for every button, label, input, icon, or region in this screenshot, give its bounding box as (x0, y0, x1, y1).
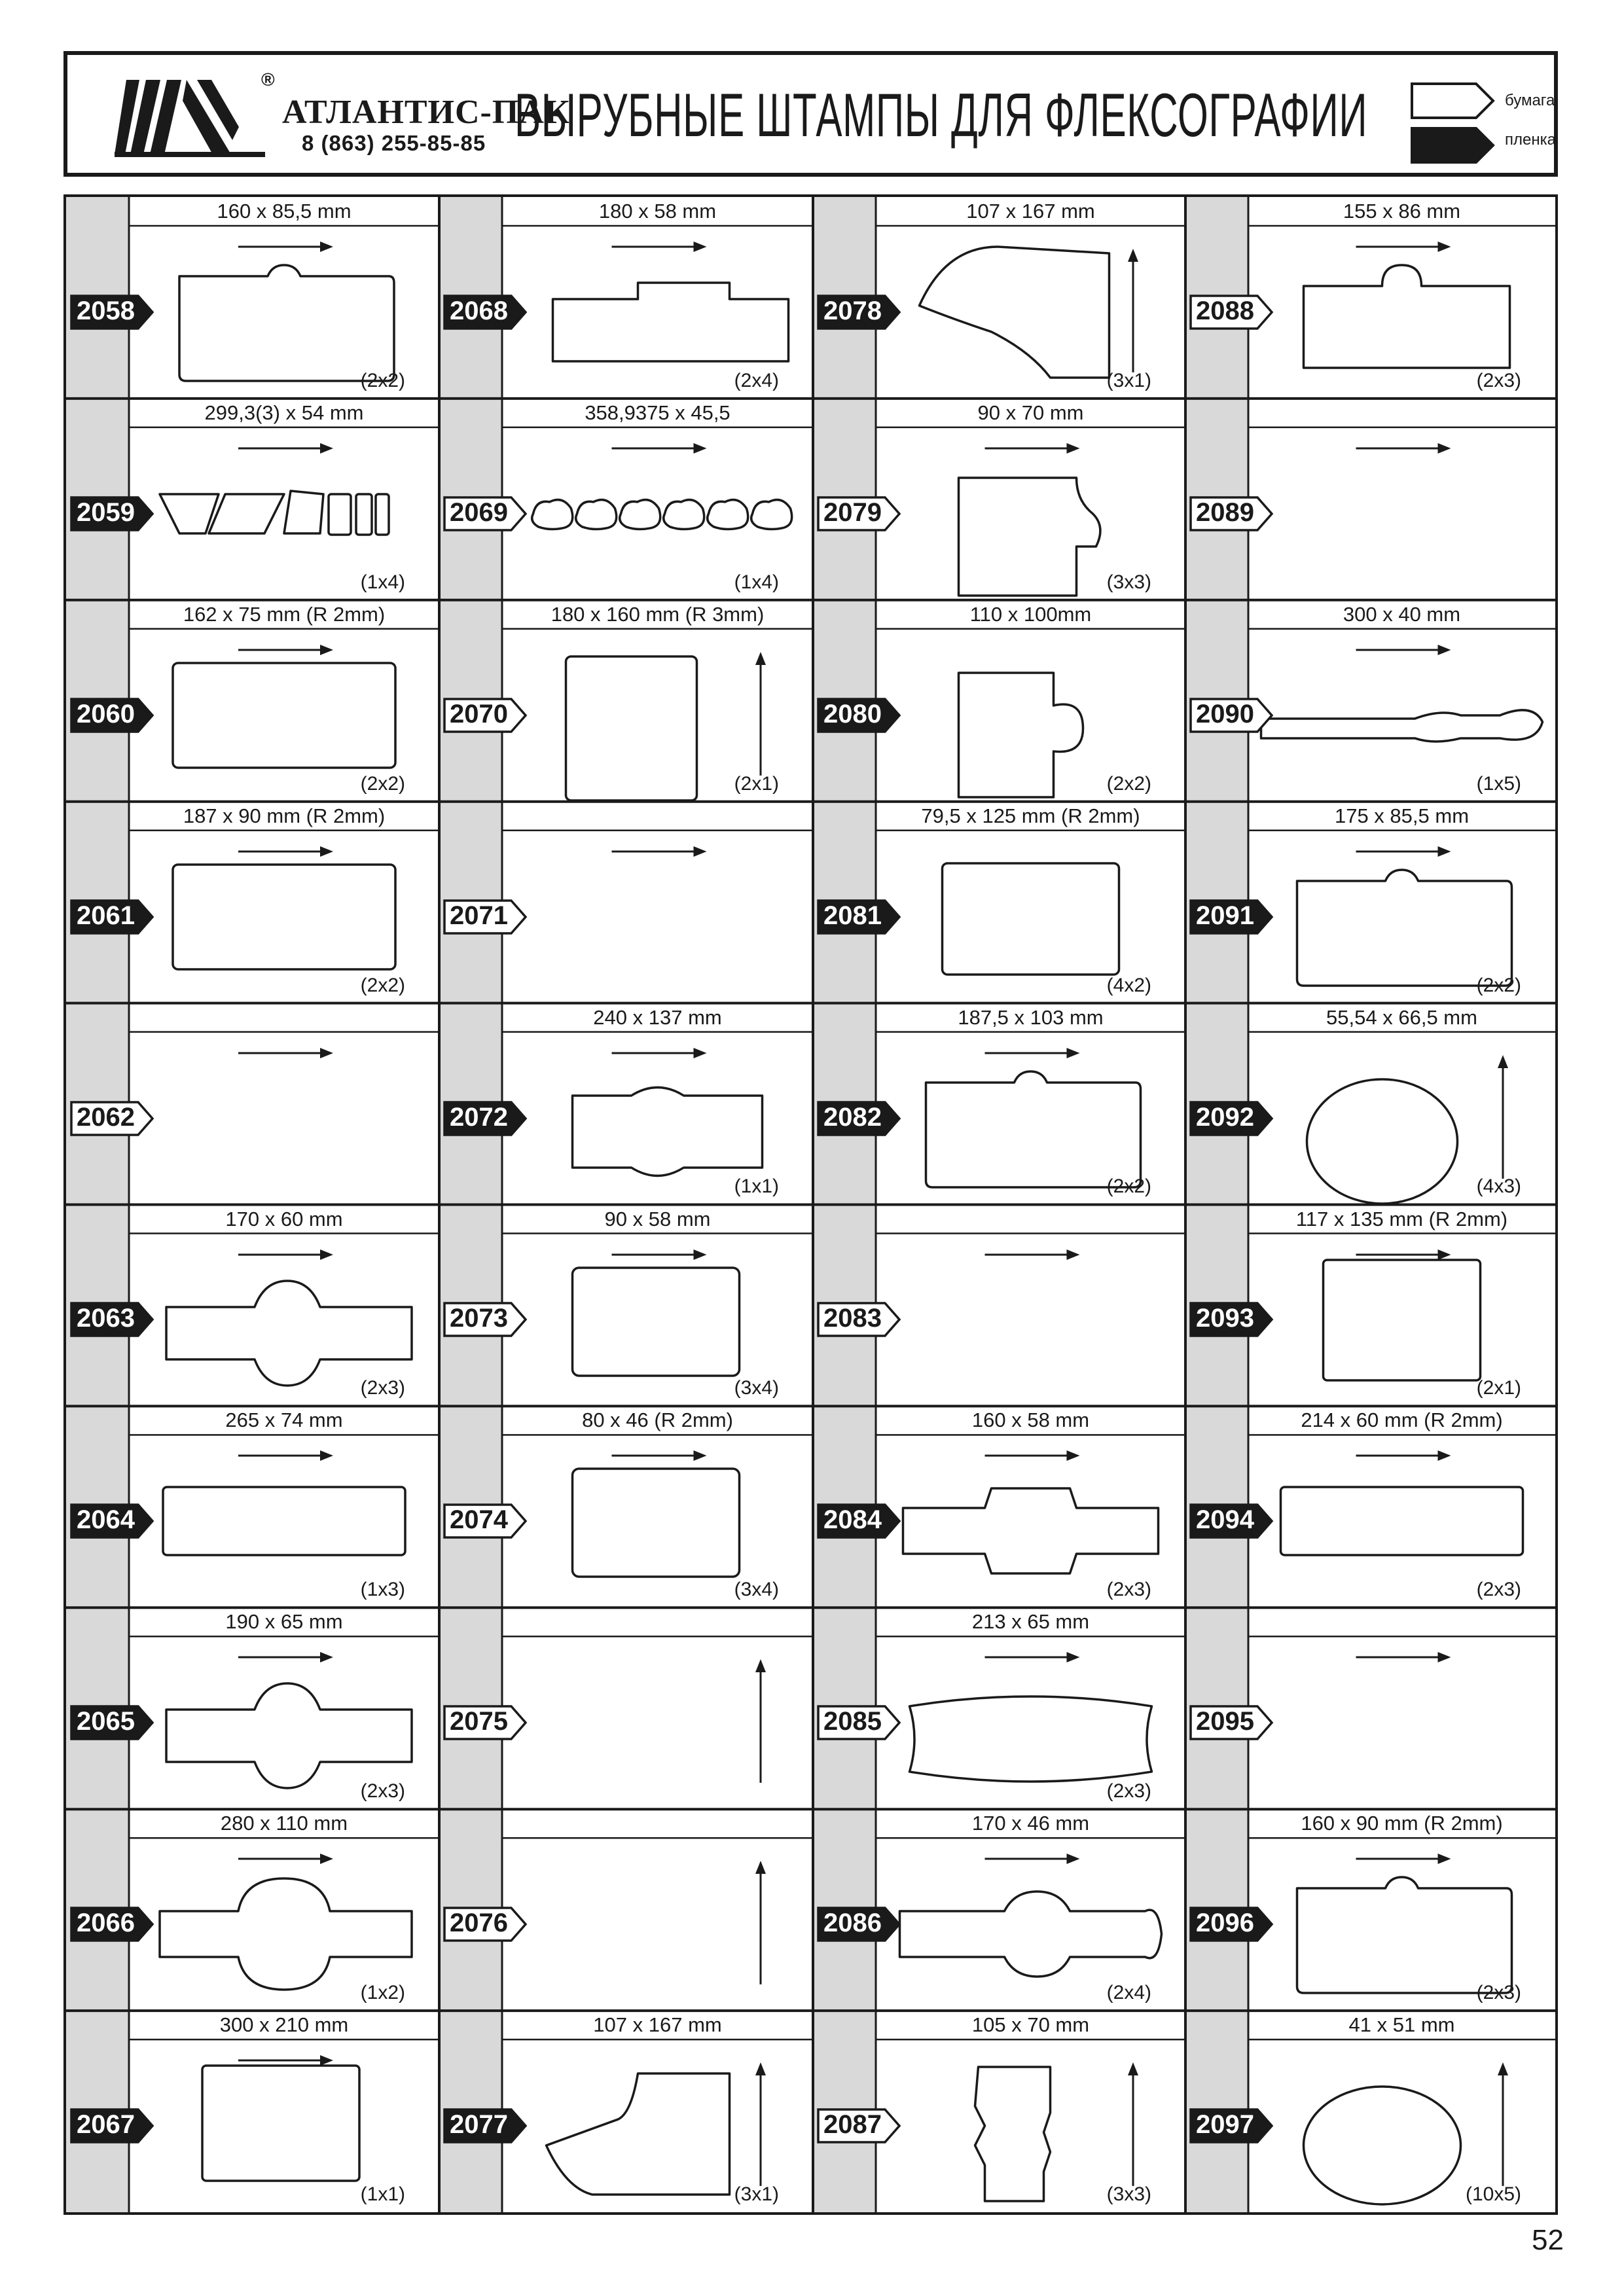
stamp-size-label: 299,3(3) x 54 mm (204, 401, 364, 424)
stamp-cell-2060 (129, 600, 439, 802)
stamp-size-label: 175 x 85,5 mm (1334, 804, 1470, 827)
stamp-cell-2086 (876, 1809, 1185, 2011)
stamp-layout-count: (1x2) (360, 1982, 405, 2004)
stamp-layout-count: (3x1) (1106, 369, 1151, 391)
stamp-layout-count: (3x1) (734, 2183, 779, 2205)
stamp-size-label: 300 x 40 mm (1343, 602, 1461, 626)
stamp-size-label: 190 x 65 mm (225, 1610, 343, 1634)
stamp-layout-count: (2x2) (360, 369, 405, 391)
stamp-size-label: 155 x 86 mm (1343, 200, 1461, 223)
stamp-code: 2069 (450, 497, 508, 527)
stamp-cell-2082 (876, 1003, 1185, 1205)
stamp-cell-2071 (502, 802, 813, 1003)
stamp-code: 2081 (823, 901, 882, 930)
stamp-shape-none (502, 1636, 813, 1809)
stamp-cell-2096 (1248, 1809, 1555, 2011)
stamp-size-label: 187 x 90 mm (R 2mm) (183, 804, 386, 827)
stamp-layout-count: (2x3) (1106, 1579, 1151, 1601)
stamp-layout-count: (2x2) (1106, 772, 1151, 795)
stamp-cell-2064 (129, 1406, 439, 1607)
stamp-code: 2088 (1196, 296, 1254, 325)
stamp-cell-2083 (876, 1205, 1185, 1407)
stamp-shape-none (1248, 427, 1555, 600)
stamp-code: 2062 (77, 1102, 135, 1132)
stamp-size-label: 80 x 46 (R 2mm) (582, 1408, 733, 1432)
stamp-cell-2097 (1248, 2011, 1555, 2212)
page-number: 52 (1532, 2224, 1564, 2256)
stamp-code: 2073 (450, 1304, 508, 1333)
stamp-code: 2067 (77, 2110, 135, 2140)
stamp-size-label: 160 x 58 mm (971, 1408, 1090, 1432)
stamp-layout-count: (1x4) (734, 571, 779, 593)
stamp-size-label: 180 x 160 mm (R 3mm) (550, 602, 765, 626)
stamp-code: 2072 (450, 1102, 508, 1132)
stamp-layout-count: (2x4) (734, 369, 779, 391)
stamp-cell-2068 (502, 197, 813, 399)
stamp-code: 2068 (450, 296, 508, 325)
film-legend-label: пленка (1505, 131, 1556, 149)
stamp-cell-2074 (502, 1406, 813, 1607)
stamp-layout-count: (2x2) (1476, 974, 1521, 996)
stamp-cell-2070 (502, 600, 813, 802)
stamp-cell-2079 (876, 399, 1185, 600)
stamp-layout-count: (1x1) (734, 1175, 779, 1198)
stamp-layout-count: (1x5) (1476, 772, 1521, 795)
stamp-code: 2080 (823, 699, 882, 728)
stamp-code: 2084 (823, 1505, 882, 1535)
stamp-layout-count: (4x3) (1476, 1175, 1521, 1198)
stamp-cell-2076 (502, 1809, 813, 2011)
stamp-layout-count: (2x3) (1476, 1982, 1521, 2004)
stamp-size-label: 110 x 100mm (969, 602, 1092, 626)
stamp-size-label: 90 x 70 mm (977, 401, 1084, 424)
stamp-size-label: 90 x 58 mm (604, 1207, 711, 1230)
stamp-code: 2082 (823, 1102, 882, 1132)
stamp-cell-2095 (1248, 1607, 1555, 1809)
company-name: АТЛАНТИС-ПАК (282, 94, 570, 131)
stamp-layout-count: (2x3) (1106, 1780, 1151, 1803)
film-legend-tag (1411, 127, 1496, 164)
stamp-layout-count: (3x4) (734, 1579, 779, 1601)
stamp-layout-count: (10x5) (1465, 2183, 1521, 2205)
stamp-code: 2077 (450, 2110, 508, 2140)
stamp-code: 2061 (77, 901, 135, 930)
company-logo (115, 75, 282, 160)
stamp-layout-count: (3x3) (1106, 2183, 1151, 2205)
stamp-cell-2088 (1248, 197, 1555, 399)
stamp-size-label: 79,5 x 125 mm (R 2mm) (921, 804, 1140, 827)
stamp-code: 2086 (823, 1909, 882, 1938)
paper-legend-label: бумага (1505, 92, 1555, 109)
company-phone: 8 (863) 255-85-85 (302, 131, 486, 155)
stamp-cell-2062 (129, 1003, 439, 1205)
stamp-shape-none (502, 1838, 813, 2011)
stamp-catalog-grid (63, 194, 1558, 2215)
stamp-size-label: 300 x 210 mm (219, 2013, 349, 2037)
stamp-code: 2075 (450, 1707, 508, 1736)
stamp-size-label: 41 x 51 mm (1348, 2013, 1455, 2037)
stamp-cell-2093 (1248, 1205, 1555, 1407)
stamp-cell-2084 (876, 1406, 1185, 1607)
stamp-code: 2097 (1196, 2110, 1254, 2140)
stamp-code: 2090 (1196, 699, 1254, 728)
stamp-code: 2092 (1196, 1102, 1254, 1132)
stamp-code: 2093 (1196, 1304, 1254, 1333)
stamp-code: 2076 (450, 1909, 508, 1938)
stamp-code: 2089 (1196, 497, 1254, 527)
stamp-code: 2087 (823, 2110, 882, 2140)
stamp-shape-none (129, 1032, 439, 1205)
stamp-code: 2079 (823, 497, 882, 527)
stamp-size-label: 160 x 90 mm (R 2mm) (1301, 1812, 1503, 1835)
stamp-code: 2096 (1196, 1909, 1254, 1938)
stamp-code: 2071 (450, 901, 508, 930)
stamp-cell-2067 (129, 2011, 439, 2212)
stamp-size-label: 107 x 167 mm (966, 200, 1095, 223)
stamp-code: 2083 (823, 1304, 882, 1333)
stamp-size-label: 170 x 60 mm (225, 1207, 343, 1230)
stamp-code: 2064 (77, 1505, 135, 1535)
stamp-cell-2078 (876, 197, 1185, 399)
stamp-size-label: 55,54 x 66,5 mm (1326, 1005, 1477, 1029)
stamp-code: 2066 (77, 1909, 135, 1938)
stamp-cell-2077 (502, 2011, 813, 2212)
stamp-size-label: 213 x 65 mm (971, 1610, 1090, 1634)
stamp-size-label: 180 x 58 mm (598, 200, 717, 223)
stamp-size-label: 187,5 x 103 mm (958, 1005, 1104, 1029)
stamp-cell-2085 (876, 1607, 1185, 1809)
stamp-cell-2091 (1248, 802, 1555, 1003)
stamp-code: 2058 (77, 296, 135, 325)
stamp-layout-count: (3x4) (734, 1377, 779, 1399)
stamp-layout-count: (2x4) (1106, 1982, 1151, 2004)
stamp-layout-count: (2x2) (360, 772, 405, 795)
stamp-size-label: 162 x 75 mm (R 2mm) (183, 602, 386, 626)
stamp-cell-2063 (129, 1205, 439, 1407)
stamp-size-label: 358,9375 x 45,5 (585, 401, 731, 424)
stamp-cell-2059 (129, 399, 439, 600)
stamp-layout-count: (3x3) (1106, 571, 1151, 593)
stamp-size-label: 107 x 167 mm (593, 2013, 722, 2037)
catalog-header (63, 51, 1558, 177)
stamp-layout-count: (2x2) (1106, 1175, 1151, 1198)
stamp-cell-2087 (876, 2011, 1185, 2212)
stamp-size-label: 240 x 137 mm (593, 1005, 722, 1029)
stamp-layout-count: (1x3) (360, 1579, 405, 1601)
stamp-layout-count: (2x3) (360, 1780, 405, 1803)
stamp-layout-count: (2x1) (1476, 1377, 1521, 1399)
stamp-shape-none (1248, 1636, 1555, 1809)
stamp-cell-2090 (1248, 600, 1555, 802)
stamp-cell-2080 (876, 600, 1185, 802)
stamp-cell-2058 (129, 197, 439, 399)
stamp-cell-2075 (502, 1607, 813, 1809)
stamp-code: 2063 (77, 1304, 135, 1333)
stamp-layout-count: (2x2) (360, 974, 405, 996)
stamp-code: 2094 (1196, 1505, 1254, 1535)
stamp-size-label: 170 x 46 mm (971, 1812, 1090, 1835)
stamp-layout-count: (4x2) (1106, 974, 1151, 996)
stamp-size-label: 117 x 135 mm (R 2mm) (1295, 1207, 1508, 1230)
stamp-shape-none (502, 831, 813, 1003)
stamp-layout-count: (2x1) (734, 772, 779, 795)
stamp-cell-2092 (1248, 1003, 1555, 1205)
stamp-code: 2085 (823, 1707, 882, 1736)
page-title: ВЫРУБНЫЕ ШТАМПЫ ДЛЯ ФЛЕКСОГРАФИИ (514, 81, 1368, 149)
stamp-cell-2081 (876, 802, 1185, 1003)
stamp-code: 2060 (77, 699, 135, 728)
stamp-size-label: 160 x 85,5 mm (217, 200, 352, 223)
stamp-size-label: 265 x 74 mm (225, 1408, 343, 1432)
stamp-code: 2091 (1196, 901, 1254, 930)
stamp-code: 2065 (77, 1707, 135, 1736)
registered-mark: ® (261, 69, 275, 90)
stamp-cell-2069 (502, 399, 813, 600)
stamp-code: 2078 (823, 296, 882, 325)
stamp-shape-none (876, 1234, 1185, 1407)
stamp-cell-2066 (129, 1809, 439, 2011)
stamp-code: 2070 (450, 699, 508, 728)
stamp-code: 2095 (1196, 1707, 1254, 1736)
stamp-layout-count: (2x3) (1476, 1579, 1521, 1601)
stamp-layout-count: (2x3) (1476, 369, 1521, 391)
stamp-cell-2072 (502, 1003, 813, 1205)
stamp-cell-2065 (129, 1607, 439, 1809)
stamp-cell-2061 (129, 802, 439, 1003)
stamp-cell-2073 (502, 1205, 813, 1407)
paper-legend-tag (1411, 82, 1496, 119)
stamp-code: 2059 (77, 497, 135, 527)
stamp-cell-2089 (1248, 399, 1555, 600)
stamp-layout-count: (2x3) (360, 1377, 405, 1399)
stamp-code: 2074 (450, 1505, 508, 1535)
stamp-size-label: 214 x 60 mm (R 2mm) (1301, 1408, 1503, 1432)
stamp-size-label: 105 x 70 mm (971, 2013, 1090, 2037)
stamp-cell-2094 (1248, 1406, 1555, 1607)
stamp-layout-count: (1x4) (360, 571, 405, 593)
stamp-layout-count: (1x1) (360, 2183, 405, 2205)
stamp-size-label: 280 x 110 mm (220, 1812, 348, 1835)
